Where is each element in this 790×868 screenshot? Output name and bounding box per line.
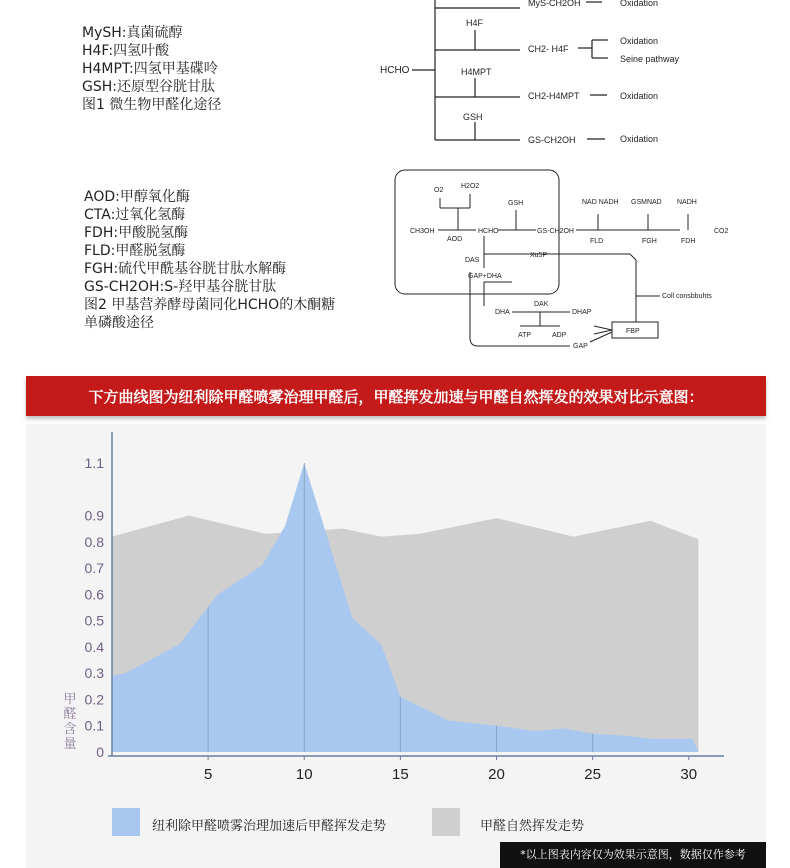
label-dak: DAK <box>534 301 549 308</box>
label-gsmnad: GSMNAD <box>631 199 662 206</box>
pathway-root: HCHO <box>380 65 410 76</box>
legend-row-fdh: FDH:甲酸脱氢酶 <box>84 225 189 241</box>
y-tick-label: 0 <box>96 744 104 760</box>
pathway-fate-4: Oxidation <box>620 134 659 144</box>
legend-label-natural: 甲醛自然挥发走势 <box>480 819 585 834</box>
label-fdh: FDH <box>681 238 696 245</box>
pathway-product-1: MyS-CH2OH <box>528 0 581 8</box>
legend-row-gsh: GSH:还原型谷胱甘肽 <box>82 79 215 95</box>
y-tick-label: 0.3 <box>84 665 104 682</box>
label-xu5p: Xu5P <box>530 252 548 259</box>
label-fld: FLD <box>590 238 604 245</box>
pathway-cofactor-2: H4F <box>466 18 484 28</box>
label-nadh: NADH <box>677 199 697 206</box>
label-ch3oh: CH3OH <box>410 228 435 235</box>
x-tick-label: 25 <box>584 766 601 783</box>
x-tick-label: 15 <box>392 766 409 783</box>
legend-swatch-accelerated <box>112 808 140 836</box>
x-tick-label: 5 <box>203 766 213 783</box>
figure2-caption-line1: 图2 甲基营养酵母菌同化HCHO的木酮糖 <box>84 297 336 313</box>
label-atp: ATP <box>518 332 532 339</box>
x-tick-label: 30 <box>680 766 698 783</box>
label-coll: Coll consbbuhts <box>662 293 712 300</box>
label-gap: GAP <box>573 343 588 350</box>
pathway-product-4: GS-CH2OH <box>528 135 576 145</box>
y-tick-label: 0.9 <box>84 507 104 524</box>
x-tick-label: 20 <box>488 766 505 783</box>
legend-row-h4mpt: H4MPT:四氢甲基碟呤 <box>82 61 218 77</box>
legend-row-h4f: H4F:四氢叶酸 <box>82 43 170 59</box>
legend-swatch-natural <box>432 808 460 836</box>
legend-row-fld: FLD:甲醛脱氢酶 <box>84 243 186 259</box>
label-fbp: FBP <box>626 328 640 335</box>
legend-label-accelerated: 纽利除甲醛喷雾治理加速后甲醛挥发走势 <box>152 819 387 834</box>
legend-row-cta: CTA:过氧化氢酶 <box>84 207 186 223</box>
y-tick-label: 0.1 <box>84 717 104 734</box>
label-adp: ADP <box>552 332 567 339</box>
label-dha: DHA <box>495 309 510 316</box>
y-tick-label: 0.5 <box>84 612 104 629</box>
label-aod: AOD <box>447 236 463 243</box>
pathway-fate-3: Oxidation <box>620 91 659 101</box>
pathway-fate-1: Oxidation <box>620 0 659 8</box>
label-gsh: GSH <box>508 200 524 207</box>
label-das: DAS <box>465 257 480 264</box>
label-nad-nadh: NAD NADH <box>582 199 619 206</box>
pathway-fate-2: Oxidation <box>620 36 659 46</box>
legend-row-fgh: FGH:硫代甲酰基谷胱甘肽水解酶 <box>84 261 287 277</box>
label-co2: CO2 <box>714 228 729 235</box>
label-hcho: HCHO <box>478 228 499 235</box>
legend-row-gsch2oh: GS-CH2OH:S-羟甲基谷胱甘肽 <box>84 279 277 295</box>
legend-row-aod: AOD:甲醇氧化酶 <box>84 189 190 205</box>
y-axis-label: 甲 醛 含 量 <box>63 692 77 752</box>
y-tick-label: 0.6 <box>84 586 104 603</box>
y-tick-label: 0.2 <box>84 691 104 708</box>
pathway-product-2: CH2- H4F <box>528 44 569 54</box>
label-gap-dha: GAP+DHA <box>468 273 502 280</box>
figure2-caption-line2: 单磷酸途径 <box>84 315 154 331</box>
pathway-cofactor-4: GSH <box>463 112 483 122</box>
label-dhap: DHAP <box>572 309 592 316</box>
label-o2: O2 <box>434 187 444 194</box>
label-gsch2oh: GS-CH2OH <box>537 228 574 235</box>
figure1-caption: 图1 微生物甲醛化途径 <box>82 97 222 113</box>
pathway-cofactor-3: H4MPT <box>461 67 492 77</box>
pathway-product-3: CH2-H4MPT <box>528 91 580 101</box>
pathway-fate-2b: Seine pathway <box>620 54 680 64</box>
y-tick-label: 0.7 <box>84 560 104 577</box>
comparison-banner: 下方曲线图为纽利除甲醛喷雾治理甲醛后，甲醛挥发加速与甲醛自然挥发的效果对比示意图： <box>26 376 766 416</box>
legend-row-mysh: MySH:真菌硫醇 <box>82 25 183 41</box>
y-tick-label: 1.1 <box>84 455 104 471</box>
y-tick-label: 0.8 <box>84 533 104 550</box>
x-tick-label: 10 <box>295 766 313 783</box>
label-fgh: FGH <box>642 238 657 245</box>
disclaimer-footnote: *以上图表内容仅为效果示意图，数据仅作参考 <box>500 842 766 868</box>
y-tick-label: 0.4 <box>84 638 104 655</box>
label-h2o2: H2O2 <box>461 183 480 190</box>
